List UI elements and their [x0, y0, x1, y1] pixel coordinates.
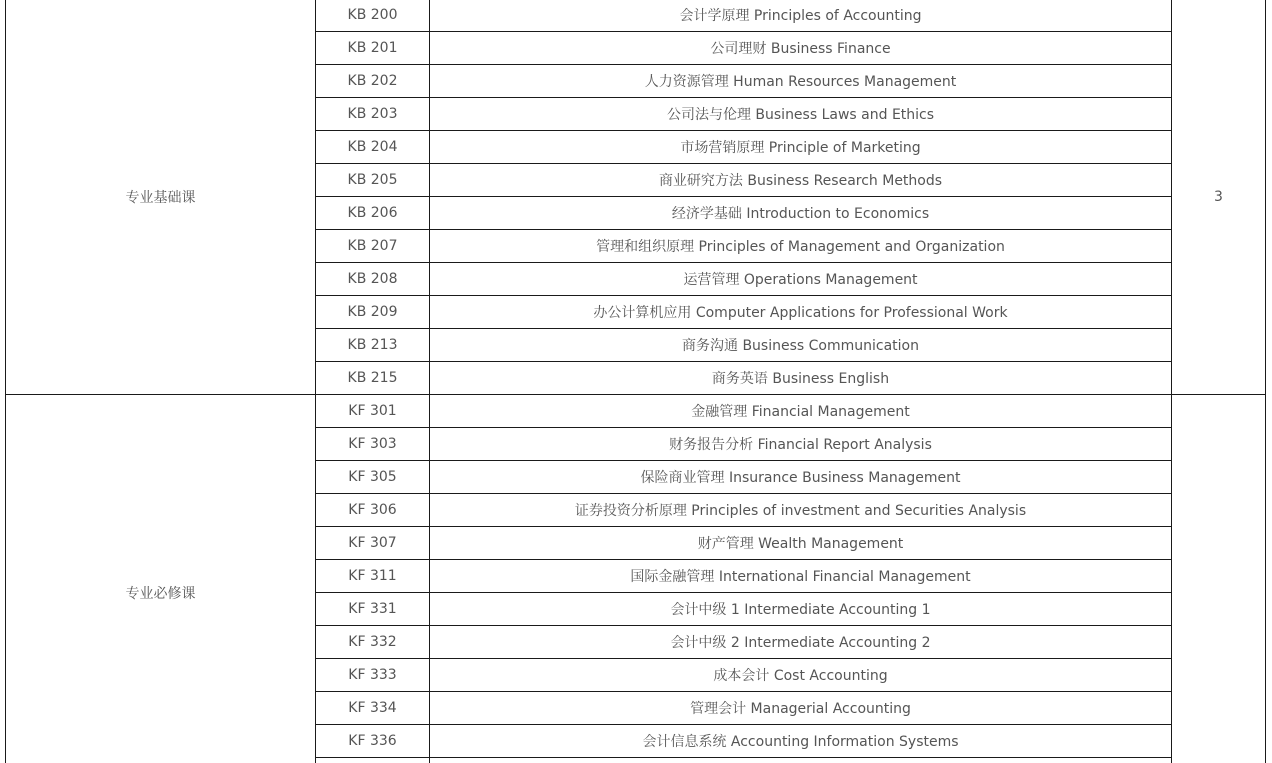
course-code-cell: KF 331	[316, 593, 430, 626]
course-name-cell: 商务英语 Business English	[430, 362, 1172, 395]
course-name-cell: 财产管理 Wealth Management	[430, 527, 1172, 560]
credit-cell	[1172, 395, 1266, 763]
course-code-cell: KF 305	[316, 461, 430, 494]
course-name-cell: 经济学基础 Introduction to Economics	[430, 197, 1172, 230]
course-table	[5, 0, 1266, 763]
course-code-cell: KF 334	[316, 692, 430, 725]
course-name-cell: 公司理财 Business Finance	[430, 32, 1172, 65]
category-cell: 专业必修课	[6, 395, 316, 763]
course-code-cell: KB 209	[316, 296, 430, 329]
course-code-cell: KF 303	[316, 428, 430, 461]
course-code-cell: KB 213	[316, 329, 430, 362]
course-code-cell: KB 205	[316, 164, 430, 197]
course-name-cell: 成本会计 Cost Accounting	[430, 659, 1172, 692]
course-code-cell: KB 202	[316, 65, 430, 98]
course-code-cell: KF 301	[316, 395, 430, 428]
course-code-cell: KF 307	[316, 527, 430, 560]
course-code-cell: KF 333	[316, 659, 430, 692]
course-name-cell: 运营管理 Operations Management	[430, 263, 1172, 296]
course-name-cell: 市场营销原理 Principle of Marketing	[430, 131, 1172, 164]
course-name-cell: 公司法与伦理 Business Laws and Ethics	[430, 98, 1172, 131]
course-code-cell: KB 203	[316, 98, 430, 131]
course-code-cell: KB 206	[316, 197, 430, 230]
course-name-cell: 国际金融管理 International Financial Management	[430, 560, 1172, 593]
course-code-cell: KF 332	[316, 626, 430, 659]
course-code-cell: KB 207	[316, 230, 430, 263]
course-name-cell: 管理会计 Managerial Accounting	[430, 692, 1172, 725]
course-code-cell: KF 306	[316, 494, 430, 527]
course-code-cell: KB 208	[316, 263, 430, 296]
course-name-cell: 会计中级 1 Intermediate Accounting 1	[430, 593, 1172, 626]
table-row	[6, 395, 1266, 428]
course-name-cell: 办公计算机应用 Computer Applications for Professional Work	[430, 296, 1172, 329]
course-name-cell: 会计中级 2 Intermediate Accounting 2	[430, 626, 1172, 659]
course-name-cell: 证券投资分析原理 Principles of investment and Securities Analysis	[430, 494, 1172, 527]
course-name-cell: 会计学原理 Principles of Accounting	[430, 0, 1172, 32]
course-name-cell: 管理和组织原理 Principles of Management and Organization	[430, 230, 1172, 263]
course-name-cell	[430, 758, 1172, 763]
course-code-cell: KB 200	[316, 0, 430, 32]
course-code-cell: KB 215	[316, 362, 430, 395]
course-name-cell: 人力资源管理 Human Resources Management	[430, 65, 1172, 98]
course-code-cell: KB 204	[316, 131, 430, 164]
course-table-body	[6, 0, 1266, 763]
course-code-cell: KF 311	[316, 560, 430, 593]
category-cell: 专业基础课	[6, 0, 316, 395]
course-name-cell: 保险商业管理 Insurance Business Management	[430, 461, 1172, 494]
course-code-cell: KF 336	[316, 725, 430, 758]
course-name-cell: 财务报告分析 Financial Report Analysis	[430, 428, 1172, 461]
course-code-cell: KB 201	[316, 32, 430, 65]
course-name-cell: 商业研究方法 Business Research Methods	[430, 164, 1172, 197]
course-code-cell	[316, 758, 430, 763]
course-name-cell: 金融管理 Financial Management	[430, 395, 1172, 428]
course-name-cell: 商务沟通 Business Communication	[430, 329, 1172, 362]
course-name-cell: 会计信息系统 Accounting Information Systems	[430, 725, 1172, 758]
table-row	[6, 0, 1266, 32]
credit-cell: 3	[1172, 0, 1266, 395]
